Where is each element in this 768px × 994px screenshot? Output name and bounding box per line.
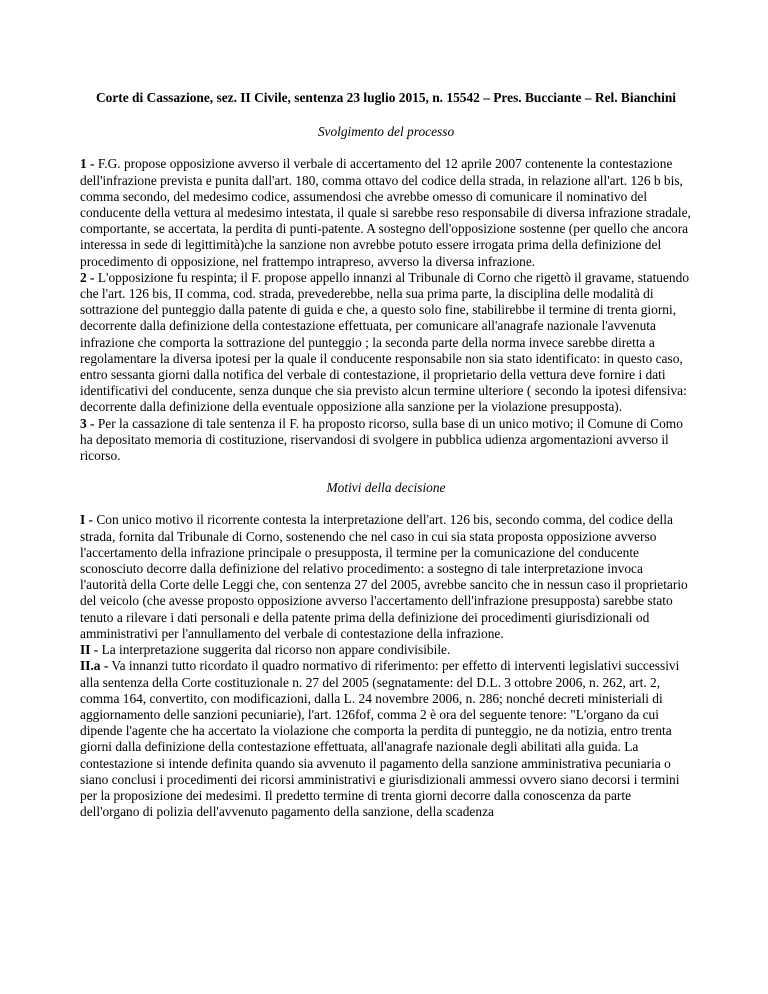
document-title: Corte di Cassazione, sez. II Civile, sentenza 23 luglio 2015, n. 15542 – Pres. Bucciante – Rel. Bianchini: [96, 90, 676, 105]
section-heading-svolgimento: Svolgimento del processo: [317, 124, 455, 140]
section-svolgimento: [80, 156, 692, 464]
paragraph-text: Per la cassazione di tale sentenza il F. ha proposto ricorso, sulla base di un unico motivo; il Comune di Como ha depositato memoria di costituzione, riservandosi di svolgere in pubblica udienza argomentazioni avverso il ricorso.: [80, 415, 683, 464]
paragraph-number: I -: [80, 512, 94, 528]
paragraph: [80, 270, 692, 416]
paragraph-number: 2 -: [80, 269, 95, 285]
paragraph: [80, 658, 692, 820]
paragraph-number: II -: [80, 642, 99, 658]
paragraph-text: L'opposizione fu respinta; il F. propose appello innanzi al Tribunale di Corno che rigettò il gravame, statuendo che l'art. 126 bis, II comma, cod. strada, prevederebbe, nella sua prima parte, la disciplina delle modalità di sottrazione del punteggio dalla patente di guida e che, a questo solo fine, stabilirebbe il termine di trenta giorni, decorrente dalla definizione della contestazione effettuata, per comunicare all'anagrafe nazionale l'avvenuta infrazione che comporta la sottrazione del punteggio ; la seconda parte della norma invece sarebbe diretta a regolamentare la diversa ipotesi per la quale il conducente responsabile non sia stato identificato: in questo caso, entro sessanta giorni dalla notifica del verbale di contestazione, il proprietario della vettura deve fornire i dati identificativi del conducente, senza dunque che sia previsto alcun termine ulteriore ( secondo la ipotesi difensiva: decorrente dalla definizione della eventuale opposizione alla sanzione per la violazione presupposta).: [80, 269, 690, 415]
section-heading-motivi: Motivi della decisione: [326, 480, 446, 496]
paragraph-number: 1 -: [80, 156, 95, 172]
section-motivi: [80, 512, 692, 820]
paragraph-text: Va innanzi tutto ricordato il quadro normativo di riferimento: per effetto di interventi legislativi successivi alla sentenza della Corte costituzionale n. 27 del 2005 (segnatamente: del D.L. 3 ottobre 2006, n. 262, art. 2, comma 164, convertito, con modificazioni, dalla L. 24 novembre 2006, n. 286; nonché decreti ministeriali di aggiornamento delle sanzioni pecuniarie), l'art. 126fof, comma 2 è ora del seguente tenore: "L'organo da cui dipende l'agente che ha accertato la violazione che comporta la perdita di punteggio, ne da notizia, entro trenta giorni dalla definizione della contestazione effettuata, all'anagrafe nazionale degli abilitati alla guida. La contestazione si intende definita quando sia avvenuto il pagamento della sanzione amministrativa pecuniaria o siano conclusi i procedimenti dei ricorsi amministrativi e giurisdizionali ammessi ovvero siano decorsi i termini per la proposizione dei medesimi. Il predetto termine di trenta giorni decorre dalla conoscenza da parte dell'organo di polizia dell'avvenuto pagamento della sanzione, della scadenza: [80, 658, 680, 820]
document-page: [80, 90, 692, 820]
paragraph: [80, 642, 692, 658]
paragraph-text: Con unico motivo il ricorrente contesta la interpretazione dell'art. 126 bis, secondo comma, del codice della strada, fornita dal Tribunale di Corno, sostenendo che nel caso in cui sia stata proposta opposizione avverso l'accertamento della infrazione principale o presupposta, il termine per la comunicazione del conducente sconosciuto decorre dalla definizione del relativo procedimento: a sostegno di tale interpretazione invoca l'autorità della Corte delle Leggi che, con sentenza 27 del 2005, avrebbe sancito che in nessun caso il proprietario del veicolo (che avesse proposto opposizione avverso l'accertamento dell'infrazione presupposta) sarebbe stato tenuto a rilevare i dati personali e della patente prima della definizione dei procedimenti giurisdizionali od amministrativi per l'annullamento del verbale di contestazione della infrazione.: [80, 512, 688, 641]
paragraph-number: II.a -: [80, 658, 109, 674]
paragraph-text: La interpretazione suggerita dal ricorso non appare condivisibile.: [98, 642, 451, 658]
paragraph-text: F.G. propose opposizione avverso il verbale di accertamento del 12 aprile 2007 contenente la contestazione dell'infrazione prevista e punita dall'art. 180, comma ottavo del codice della strada, in relazione all'art. 126 b bis, comma secondo, del medesimo codice, assumendosi che avrebbe omesso di comunicare il nominativo del conducente della vettura al medesimo intestata, il quale si sarebbe reso responsabile di diversa infrazione stradale, comportante, se accertata, la perdita di punti-patente. A sostegno dell'opposizione sostenne (per quello che ancora interessa in sede di legittimità)che la sanzione non avrebbe potuto essere irrogata prima della definizione del procedimento di opposizione, nel frattempo intrapreso, avverso la diversa infrazione.: [80, 156, 691, 269]
paragraph: [80, 416, 692, 465]
paragraph: [80, 512, 692, 642]
paragraph: [80, 156, 692, 269]
paragraph-number: 3 -: [80, 415, 95, 431]
